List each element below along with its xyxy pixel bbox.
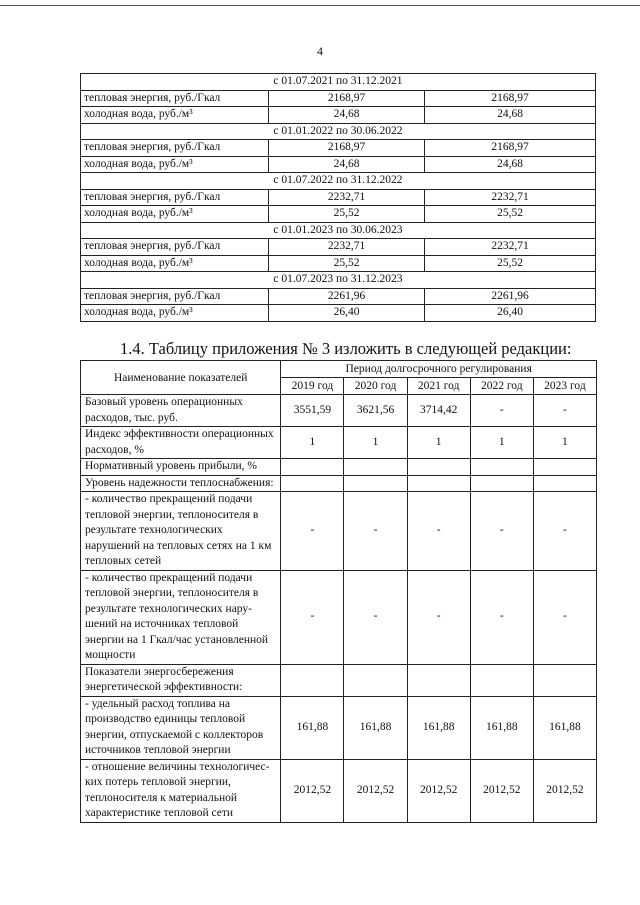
header-row	[81, 361, 597, 378]
tariff-value-b: 25,52	[425, 206, 596, 223]
indicator-value: 2012,52	[470, 759, 533, 822]
indicator-value: -	[407, 570, 470, 664]
indicator-value	[533, 459, 596, 476]
period-row	[81, 74, 596, 91]
indicator-row	[81, 395, 597, 427]
tariff-value-a: 2232,71	[269, 239, 425, 256]
indicator-value: 161,88	[407, 696, 470, 759]
period-row	[81, 123, 596, 140]
indicator-value: 1	[407, 427, 470, 459]
tariff-table	[80, 73, 596, 322]
indicator-value: -	[470, 395, 533, 427]
tariff-row	[81, 305, 596, 322]
indicator-name: - количество прекращений подачи тепловой энергии, теплоносителя в результате технологических нарушений на тепловых сетях на 1 км тепловых сетей	[81, 492, 281, 571]
indicator-row	[81, 492, 597, 571]
indicator-value	[533, 664, 596, 696]
indicator-value	[281, 475, 344, 492]
tariff-value-a: 25,52	[269, 206, 425, 223]
indicator-value: -	[533, 570, 596, 664]
tariff-row	[81, 140, 596, 157]
year-header: 2021 год	[407, 378, 470, 395]
indicator-row	[81, 570, 597, 664]
indicator-row	[81, 759, 597, 822]
tariff-value-a: 26,40	[269, 305, 425, 322]
period-row	[81, 272, 596, 289]
tariff-value-b: 2261,96	[425, 288, 596, 305]
indicator-value: -	[344, 492, 407, 571]
indicator-value	[281, 459, 344, 476]
tariff-row	[81, 239, 596, 256]
indicator-value: -	[281, 570, 344, 664]
indicator-row	[81, 459, 597, 476]
year-header: 2022 год	[470, 378, 533, 395]
period-label: с 01.07.2021 по 31.12.2021	[81, 74, 596, 91]
tariff-value-a: 24,68	[269, 107, 425, 124]
indicator-value: 1	[533, 427, 596, 459]
tariff-row	[81, 90, 596, 107]
indicator-value: 1	[281, 427, 344, 459]
indicator-value	[470, 459, 533, 476]
year-header: 2023 год	[533, 378, 596, 395]
tariff-value-a: 24,68	[269, 156, 425, 173]
indicator-value: 1	[344, 427, 407, 459]
indicator-value	[533, 475, 596, 492]
tariff-value-b: 24,68	[425, 107, 596, 124]
tariff-row	[81, 206, 596, 223]
tariff-value-b: 25,52	[425, 255, 596, 272]
indicator-value	[407, 664, 470, 696]
indicator-name: - удельный расход топлива на производство единицы тепловой энергии, отпускаемой с коллекторов источников тепловой энергии	[81, 696, 281, 759]
indicator-value: -	[470, 570, 533, 664]
indicator-value: 2012,52	[281, 759, 344, 822]
tariff-row	[81, 107, 596, 124]
tariff-value-b: 26,40	[425, 305, 596, 322]
tariff-value-a: 2168,97	[269, 90, 425, 107]
indicator-value: -	[407, 492, 470, 571]
period-header: Период долгосрочного регулирования	[281, 361, 597, 378]
section-heading: 1.4. Таблицу приложения № 3 изложить в следующей редакции:	[120, 339, 572, 358]
tariff-label: холодная вода, руб./м³	[81, 255, 269, 272]
year-header: 2019 год	[281, 378, 344, 395]
tariff-label: тепловая энергия, руб./Гкал	[81, 140, 269, 157]
indicator-value	[407, 459, 470, 476]
indicator-value: 161,88	[470, 696, 533, 759]
indicator-value: 2012,52	[533, 759, 596, 822]
tariff-value-b: 2232,71	[425, 189, 596, 206]
indicators-table	[80, 360, 597, 823]
top-rule	[0, 5, 640, 6]
indicator-value	[407, 475, 470, 492]
indicator-value: 2012,52	[344, 759, 407, 822]
indicator-value: 1	[470, 427, 533, 459]
indicator-name: - отношение величины технологичес-ких потерь тепловой энергии, теплоносителя к материальной характеристике тепловой сети	[81, 759, 281, 822]
tariff-label: холодная вода, руб./м³	[81, 206, 269, 223]
indicator-value	[470, 664, 533, 696]
indicator-name: Нормативный уровень прибыли, %	[81, 459, 281, 476]
indicator-value: 161,88	[533, 696, 596, 759]
tariff-label: тепловая энергия, руб./Гкал	[81, 90, 269, 107]
indicator-name: - количество прекращений подачи тепловой энергии, теплоносителя в результате технологических нару-шений на источниках тепловой энергии на 1 Гкал/час установленной мощности	[81, 570, 281, 664]
indicator-value	[344, 475, 407, 492]
tariff-value-b: 2168,97	[425, 140, 596, 157]
tariff-value-a: 2168,97	[269, 140, 425, 157]
tariff-label: холодная вода, руб./м³	[81, 156, 269, 173]
tariff-value-a: 2261,96	[269, 288, 425, 305]
name-header: Наименование показателей	[81, 361, 281, 395]
tariff-label: тепловая энергия, руб./Гкал	[81, 288, 269, 305]
indicator-name: Индекс эффективности операционных расходов, %	[81, 427, 281, 459]
indicator-value: -	[533, 395, 596, 427]
page-number: 4	[317, 44, 323, 58]
indicator-value: 3714,42	[407, 395, 470, 427]
tariff-row	[81, 156, 596, 173]
indicator-value: -	[281, 492, 344, 571]
indicator-value	[470, 475, 533, 492]
tariff-label: тепловая энергия, руб./Гкал	[81, 239, 269, 256]
tariff-value-b: 2232,71	[425, 239, 596, 256]
tariff-value-b: 24,68	[425, 156, 596, 173]
indicator-value: 3621,56	[344, 395, 407, 427]
indicator-row	[81, 475, 597, 492]
indicator-value	[281, 664, 344, 696]
year-header: 2020 год	[344, 378, 407, 395]
indicator-row	[81, 696, 597, 759]
tariff-label: холодная вода, руб./м³	[81, 107, 269, 124]
indicator-value: -	[344, 570, 407, 664]
period-label: с 01.01.2022 по 30.06.2022	[81, 123, 596, 140]
period-row	[81, 222, 596, 239]
tariff-value-b: 2168,97	[425, 90, 596, 107]
tariff-label: тепловая энергия, руб./Гкал	[81, 189, 269, 206]
tariff-label: холодная вода, руб./м³	[81, 305, 269, 322]
period-label: с 01.07.2022 по 31.12.2022	[81, 173, 596, 190]
period-label: с 01.01.2023 по 30.06.2023	[81, 222, 596, 239]
tariff-row	[81, 189, 596, 206]
indicator-value: -	[533, 492, 596, 571]
tariff-value-a: 2232,71	[269, 189, 425, 206]
indicator-row	[81, 427, 597, 459]
indicator-name: Базовый уровень операционных расходов, тыс. руб.	[81, 395, 281, 427]
indicator-value: -	[470, 492, 533, 571]
indicator-value: 161,88	[344, 696, 407, 759]
period-label: с 01.07.2023 по 31.12.2023	[81, 272, 596, 289]
period-row	[81, 173, 596, 190]
indicator-row	[81, 664, 597, 696]
indicator-name: Показатели энергосбережения энергетической эффективности:	[81, 664, 281, 696]
indicator-value: 2012,52	[407, 759, 470, 822]
indicator-name: Уровень надежности теплоснабжения:	[81, 475, 281, 492]
tariff-row	[81, 288, 596, 305]
indicator-value	[344, 459, 407, 476]
tariff-value-a: 25,52	[269, 255, 425, 272]
indicator-value: 3551,59	[281, 395, 344, 427]
tariff-row	[81, 255, 596, 272]
indicator-value	[344, 664, 407, 696]
indicator-value: 161,88	[281, 696, 344, 759]
